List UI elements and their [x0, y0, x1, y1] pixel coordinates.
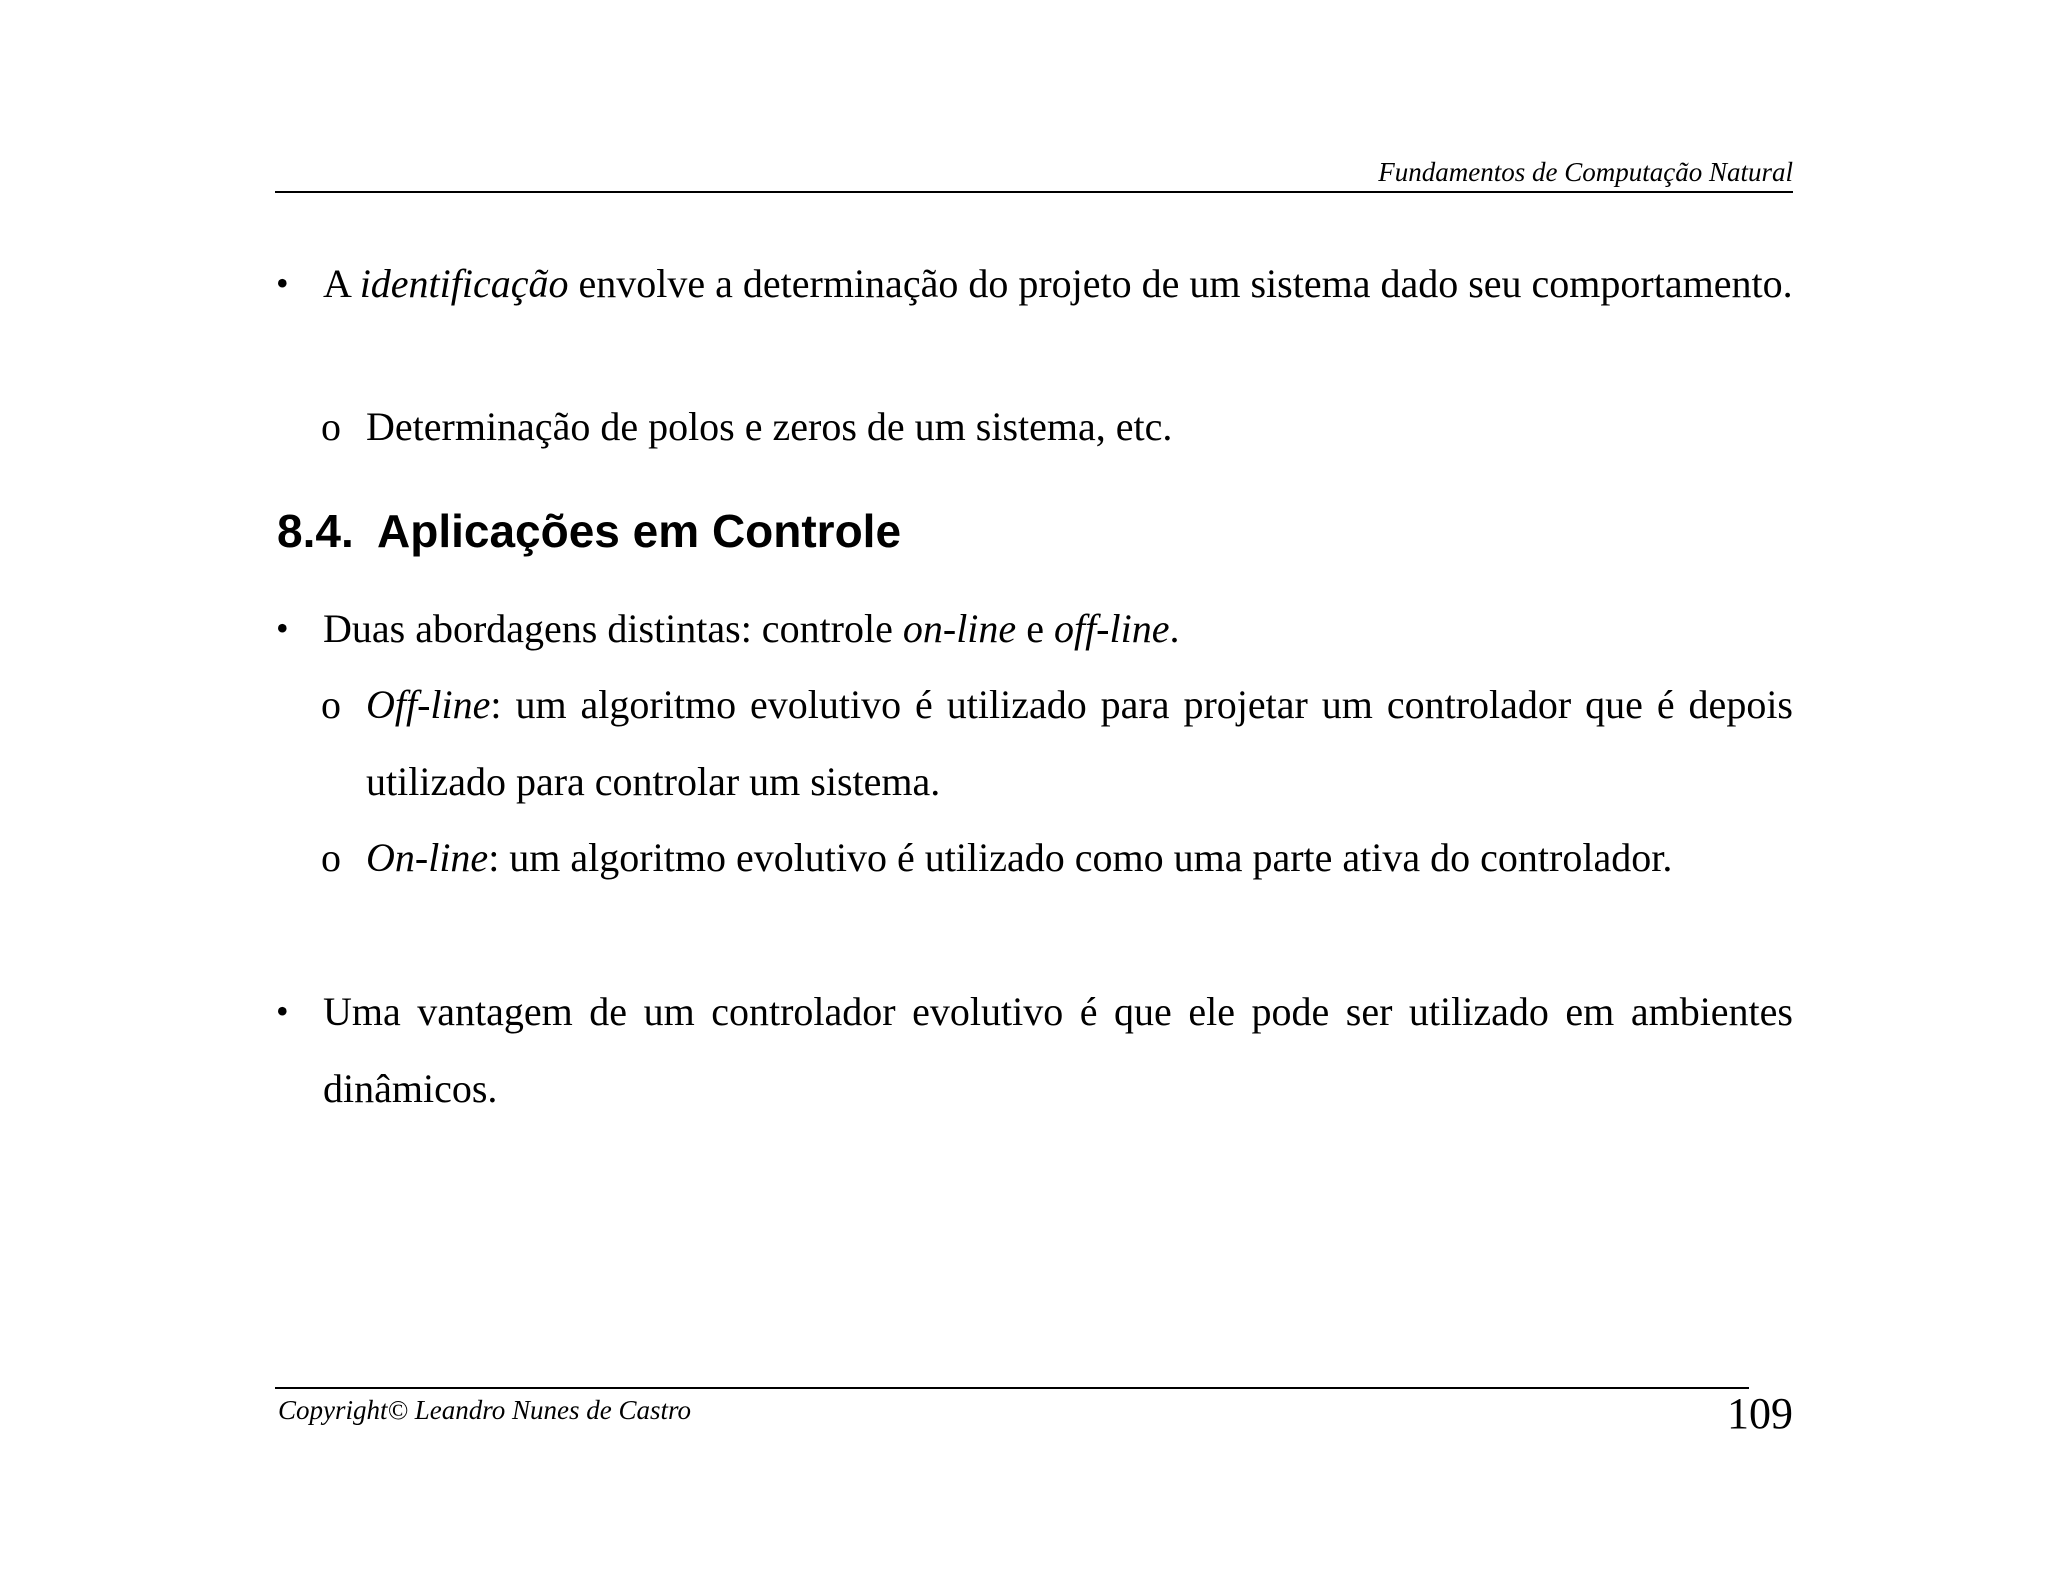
- footer-rule: [275, 1387, 1749, 1389]
- subbullet-polos: [321, 388, 1793, 465]
- section-title: Aplicações em Controle: [377, 505, 902, 557]
- term-identificacao: identificação: [359, 261, 569, 306]
- footer-copyright: Copyright© Leandro Nunes de Castro: [278, 1395, 692, 1425]
- bullet-abordagens: [276, 590, 1793, 667]
- subbullet-marker: o: [321, 835, 341, 880]
- subbullet-marker: o: [321, 404, 341, 449]
- bullet-marker: •: [276, 991, 289, 1031]
- term-offline: Off-line: [366, 682, 491, 727]
- subbullet-online: [321, 819, 1793, 896]
- bullet-text: Duas abordagens distintas: controle on-line e off-line.: [323, 606, 1180, 651]
- bullet-vantagem: [276, 973, 1793, 1127]
- bullet-marker: •: [276, 608, 289, 648]
- subbullet-text: Determinação de polos e zeros de um sistema, etc.: [366, 404, 1173, 449]
- bullet-identificacao: [276, 245, 1793, 322]
- term-offline: off-line: [1053, 606, 1170, 651]
- section-heading: [277, 496, 901, 566]
- section-number: 8.4.: [277, 505, 354, 557]
- term-online: on-line: [902, 606, 1017, 651]
- bullet-marker: •: [276, 263, 289, 303]
- header-rule: [275, 191, 1793, 193]
- subbullet-text: On-line: um algoritmo evolutivo é utilizado como uma parte ativa do controlador.: [366, 835, 1673, 880]
- term-online: On-line: [366, 835, 489, 880]
- subbullet-text: Off-line: um algoritmo evolutivo é utilizado para projetar um controlador que é depois utilizado para controlar um sistema.: [366, 682, 1793, 804]
- subbullet-offline: [321, 666, 1793, 820]
- subbullet-marker: o: [321, 682, 341, 727]
- page-number: 109: [1727, 1389, 1793, 1438]
- bullet-text: Uma vantagem de um controlador evolutivo é que ele pode ser utilizado em ambientes dinâmicos.: [323, 989, 1793, 1111]
- bullet-text: A identificação envolve a determinação do projeto de um sistema dado seu comportamento.: [323, 261, 1793, 306]
- running-header-title: Fundamentos de Computação Natural: [1378, 157, 1793, 187]
